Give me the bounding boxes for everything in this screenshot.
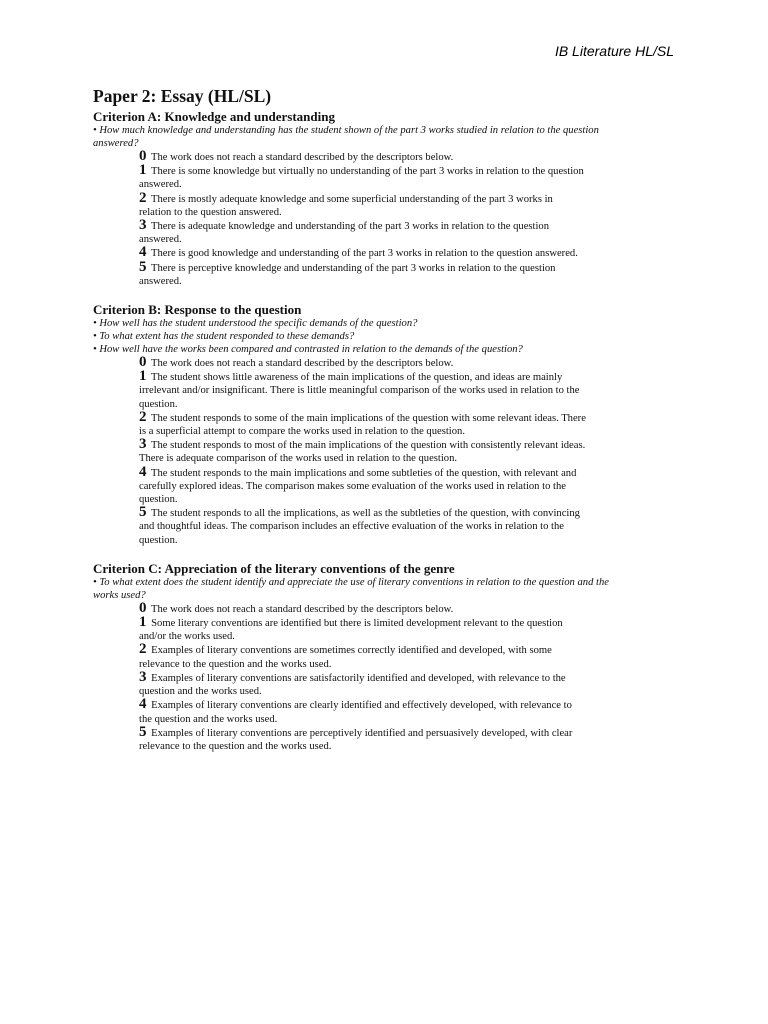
- level-descriptor: [139, 723, 587, 753]
- level-descriptor: [139, 506, 587, 547]
- level-text: The student shows little awareness of the main implications of the question, and ideas are mainly irrelevant and/or insignificant. There is little meaningful comparison of the works used in relation to the question.: [139, 372, 580, 410]
- level-score: 3: [139, 668, 147, 685]
- level-descriptor: [139, 219, 587, 246]
- level-score: 3: [139, 217, 147, 234]
- document-title: Paper 2: Essay (HL/SL): [93, 86, 272, 106]
- level-score: 2: [139, 189, 147, 206]
- criterion-c-section: [93, 561, 613, 753]
- level-score: 2: [139, 641, 147, 658]
- level-text: There is perceptive knowledge and understanding of the part 3 works in relation to the question answered.: [139, 262, 556, 287]
- level-score: 5: [139, 723, 147, 740]
- level-descriptors: [139, 599, 587, 753]
- level-descriptor: [139, 698, 587, 725]
- level-descriptor: [139, 258, 587, 288]
- level-text: Examples of literary conventions are sometimes correctly identified and developed, with some relevance to the question and the works used.: [139, 645, 552, 670]
- level-score: 1: [139, 368, 147, 385]
- level-text: The student responds to some of the main implications of the question with some relevant ideas. There is a superficial attempt to compare the works used in relation to the question.: [139, 412, 586, 438]
- document-body: [93, 86, 613, 753]
- level-score: 5: [139, 258, 147, 275]
- level-score: 4: [139, 244, 147, 261]
- criterion-prompt: • How well has the student understood the specific demands of the question?: [93, 318, 418, 330]
- criterion-b-section: [93, 302, 613, 547]
- level-text: There is mostly adequate knowledge and some superficial understanding of the part 3 works in relation to the question answered.: [139, 193, 553, 218]
- level-score: 5: [139, 504, 147, 521]
- criterion-prompt: • How much knowledge and understanding has the student shown of the part 3 works studied in relation to the question answered?: [93, 125, 599, 149]
- level-score: 3: [139, 436, 147, 453]
- level-descriptor: [139, 438, 587, 465]
- level-descriptor: [139, 189, 587, 219]
- criterion-title: Criterion B: Response to the question: [93, 302, 302, 318]
- level-score: 0: [139, 354, 147, 371]
- level-descriptor: [139, 616, 587, 643]
- criterion-title: Criterion A: Knowledge and understanding: [93, 109, 335, 124]
- level-text: The student responds to all the implications, as well as the subtleties of the question, with convincing and thoughtful ideas. The comparison includes an effective evaluation of the works in relation to the question.: [139, 508, 580, 546]
- level-descriptor: [139, 463, 587, 507]
- level-descriptor: [139, 370, 587, 411]
- level-score: 1: [139, 162, 147, 179]
- level-text: The work does not reach a standard described by the descriptors below.: [150, 152, 454, 163]
- level-score: 0: [139, 148, 147, 164]
- level-text: The student responds to the main implications and some subtleties of the question, with relevant and carefully explored ideas. The comparison makes some evaluation of the works used in relation to the question.: [139, 467, 577, 506]
- criterion-prompts: [93, 317, 613, 356]
- level-descriptor: [139, 408, 587, 438]
- level-descriptor: [139, 599, 587, 616]
- criterion-a-section: [93, 109, 613, 288]
- level-text: The work does not reach a standard described by the descriptors below.: [150, 603, 454, 615]
- level-descriptors: [139, 356, 587, 547]
- level-descriptor: [139, 356, 587, 370]
- level-descriptor: [139, 246, 587, 260]
- criterion-prompt: • How well have the works been compared and contrasted in relation to the demands of the question?: [93, 344, 523, 356]
- criterion-prompt: • To what extent has the student responded to these demands?: [93, 331, 355, 343]
- level-descriptor: [139, 164, 587, 191]
- page-header-course: IB Literature HL/SL: [554, 43, 674, 59]
- level-descriptors: [139, 150, 587, 288]
- level-text: Examples of literary conventions are satisfactorily identified and developed, with relevance to the question and the works used.: [139, 672, 566, 698]
- criterion-prompts: [93, 576, 613, 602]
- level-descriptor: [139, 668, 587, 698]
- level-score: 4: [139, 463, 147, 480]
- level-score: 2: [139, 408, 147, 425]
- level-text: Examples of literary conventions are perceptively identified and persuasively developed, with clear relevance to the question and the works used.: [139, 727, 573, 752]
- level-text: There is some knowledge but virtually no understanding of the part 3 works in relation to the question answered.: [139, 166, 584, 191]
- level-score: 0: [139, 599, 147, 616]
- level-text: Examples of literary conventions are clearly identified and effectively developed, with relevance to the question and the works used.: [139, 700, 572, 725]
- criterion-prompts: [93, 124, 613, 150]
- level-text: There is adequate knowledge and understanding of the part 3 works in relation to the question answered.: [139, 221, 550, 246]
- level-descriptor: [139, 150, 587, 164]
- level-text: There is good knowledge and understanding of the part 3 works in relation to the question answered.: [150, 248, 578, 260]
- criterion-prompt: • To what extent does the student identify and appreciate the use of literary conventions in relation to the question and the works used?: [93, 576, 609, 601]
- level-descriptor: [139, 643, 587, 670]
- criterion-title: Criterion C: Appreciation of the literary conventions of the genre: [93, 560, 455, 576]
- level-text: Some literary conventions are identified but there is limited development relevant to the question and/or the works used.: [139, 618, 563, 643]
- level-score: 4: [139, 696, 147, 713]
- level-text: The work does not reach a standard described by the descriptors below.: [150, 358, 454, 370]
- level-text: The student responds to most of the main implications of the question with consistently relevant ideas. There is adequate comparison of the works used in relation to the question.: [139, 440, 586, 465]
- level-score: 1: [139, 614, 147, 631]
